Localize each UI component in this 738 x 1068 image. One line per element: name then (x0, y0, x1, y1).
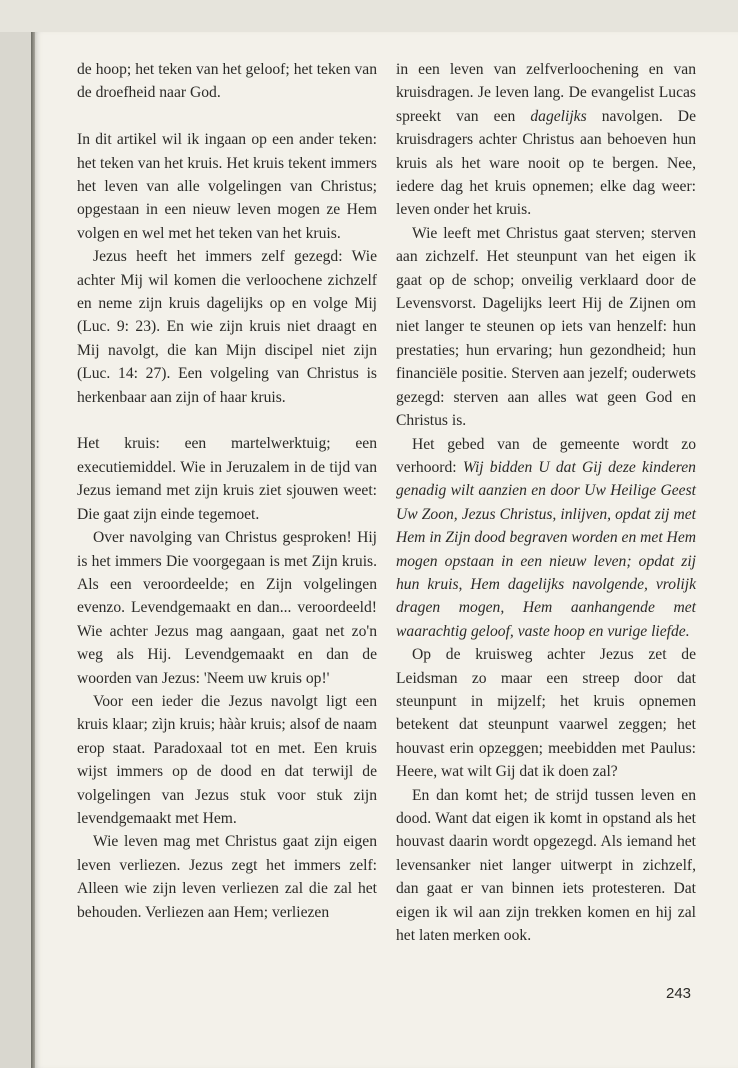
paragraph: Wie leeft met Christus gaat sterven; sterven aan zichzelf. Het steunpunt van het eigen ik gaat op de schop; onveilig verklaard door de Levensvorst. Dagelijks leert Hij de Zijnen om niet langer te steunen op iets van henzelf: hun prestaties; hun ervaring; hun gezondheid; hun financiële positie. Sterven aan jezelf; ouderwets gezegd: sterven aan alles wat geen God en Christus is. (396, 224, 696, 430)
paragraph: Jezus heeft het immers zelf gezegd: Wie achter Mij wil komen die verloochene zichzelf en neme zijn kruis dagelijks op en volge Mij (Luc. 9: 23). En wie zijn kruis niet draagt en Mij navolgt, die kan Mijn discipel niet zijn (Luc. 14: 27). Een volgeling van Christus is herkenbaar aan zijn of haar kruis. (77, 248, 377, 406)
paragraph (396, 58, 696, 222)
paragraph: Voor een ieder die Jezus navolgt ligt een kruis klaar; zìjn kruis; hààr kruis; alsof de naam erop staat. Paradoxaal tot en met. Een kruis wijst immers op de dood en dat terwijl de volgelingen van Jezus stuk voor stuk zijn levendgemaakt met Hem. (77, 692, 377, 827)
book-spine-edge (31, 32, 35, 1068)
paragraph: En dan komt het; de strijd tussen leven en dood. Want dat eigen ik komt in opstand als het houvast daarin wordt opgezegd. Als iemand het levensanker niet langer uitwerpt in zichzelf, dan gaat er van binnen iets protesteren. Dat eigen ik wil aan zijn trekken komen en hij zal het laten merken ook. (396, 786, 696, 945)
paragraph: de hoop; het teken van het geloof; het teken van de droefheid naar God. (77, 61, 377, 102)
page-number: 243 (666, 985, 692, 1002)
paragraph: In dit artikel wil ik ingaan op een ander teken: het teken van het kruis. Het kruis tekent immers het leven van alle volgelingen van Christus; opgestaan in een nieuw leven mogen ze Hem volgen en wel met het teken van het kruis. (77, 131, 377, 242)
paragraph: Het kruis: een martelwerktuig; een executiemiddel. Wie in Jeruzalem in de tijd van Jezus iemand met zijn kruis ziet sjouwen weet: Die gaat zijn einde tegemoet. (77, 435, 377, 523)
paragraph: Op de kruisweg achter Jezus zet de Leidsman zo maar een streep door dat steunpunt in mijzelf; het kruis opnemen betekent dat steunpunt vaarwel zeggen; het houvast erin opzeggen; meebidden met Paulus: Heere, wat wilt Gij dat ik doen zal? (396, 646, 696, 781)
paragraph-text: navolgen. De kruisdragers achter Christus aan behoeven hun kruis als het ware nooit op te bergen. Nee, iedere dag het kruis opnemen; elke dag weer: leven onder het kruis. (396, 107, 696, 219)
paragraph: Wie leven mag met Christus gaat zijn eigen leven verliezen. Jezus zegt het immers zelf: Alleen wie zijn leven verliezen zal die zal het behouden. Verliezen aan Hem; verliezen (77, 833, 377, 921)
paragraph: Over navolging van Christus gesproken! Hij is het immers Die voorgegaan is met Zijn kruis. Als een veroordeelde; en Zijn volgelingen evenzo. Levendgemaakt en dan... veroordeeld! Wie achter Jezus mag aangaan, gaat net zo'n weg als Hij. Levendgemaakt en dan de woorden van Jezus: 'Neem uw kruis op!' (77, 529, 377, 687)
paragraph-text: in een leven van zelfverloochening en van kruisdragen. Je leven lang. De evangelist Lucas spreekt van een (396, 61, 696, 125)
left-text-column (77, 58, 377, 924)
right-text-column (396, 58, 696, 947)
paragraph-emphasis: dagelijks (530, 107, 587, 125)
prayer-quote: Wij bidden U dat Gij deze kinderen genadig wilt aanzien en door Uw Heilige Geest Uw Zoon, Jezus Christus, inlijven, opdat zij met Hem in Zijn dood begraven worden en met Hem mogen opstaan in een nieuw leven; opdat zij hun kruis, Hem dagelijks navolgende, vrolijk dragen mogen, Hem aanhangende met waarachtig geloof, vaste hoop en vurige liefde. (396, 458, 696, 640)
paragraph (396, 433, 696, 644)
scan-top-margin (0, 0, 738, 32)
paragraph-text: Het gebed van de gemeente wordt zo verhoord: (396, 435, 696, 476)
